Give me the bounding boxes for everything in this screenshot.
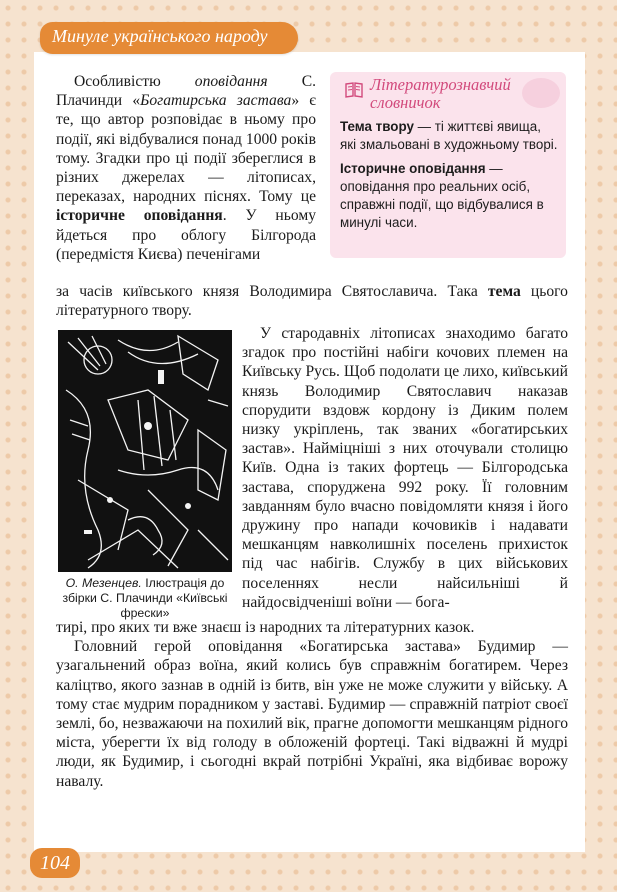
intro-continuation: за часів київського князя Володимира Святославича. Така тема цього літературного твору. — [56, 283, 568, 320]
dictionary-entry-theme: Тема твору — ті життєві явища, які змальовані в художньому творі. — [340, 119, 558, 152]
dictionary-entry-historical-story: Історичне оповідання — оповідання про реальних осіб, справжні події, що відбувалися в минулі часи. — [340, 161, 544, 230]
page-number: 104 — [40, 852, 70, 874]
intro-paragraph: Особливістю оповідання С. Плачинди «Богатирська застава» є те, що автор розповідає в ньому про події, які відбувалися понад 1000 років тому. Згадки про ці події збереглися в різних джерелах — літописах, переказах, народних піснях. Тому це історичне оповідання. У ньому йдеться про облогу Білгорода (передмістя Києва) печенігами — [56, 73, 317, 263]
dictionary-body — [340, 118, 560, 238]
history-paragraph: У стародавніх літописах знаходимо багато згадок про постійні набіги кочових племен на Київську Русь. Щоб подолати це лихо, київський князь Володимир Святославич наказав спорудити вздовж кордону із Диким полем низку укріплень, так званих «богатирських застав». Найміцніші з них оточували столицю Київ. Одна із таких фортець — Білгородська застава, споруджена 992 року. Її головним завданням було вчасно повідомляти князя і його дружину про напади кочовиків і надавати мешканцям навколишніх поселень прихисток під час набігів. Службу в цих військових поселеннях несли найсильніші й найдосвідченіші воїни — бога- — [242, 325, 568, 611]
key-term-historical-story: історичне оповідання — [56, 207, 223, 225]
woodcut-illustration — [58, 330, 232, 572]
literary-dictionary-box — [330, 72, 566, 258]
illustration-caption: О. Мезенцев. Ілюстрація до збірки С. Плачинди «Київські фрески» — [62, 576, 228, 620]
book-icon — [344, 80, 364, 100]
closing-text — [56, 618, 568, 791]
dictionary-title: Літературознавчий словничок — [370, 75, 511, 112]
history-paragraph-continuation: тирі, про яких ти вже знаєш із народних та літературних казок. — [56, 619, 475, 636]
section-title: Минуле українського народу — [52, 26, 268, 46]
hero-paragraph: Головний герой оповідання «Богатирська застава» Будимир — узагальнений образ воїна, який колись був справжнім богатирем. Через каліцтво, якого зазнав в одній із битв, він уже не може служити у війську. А тому стає мудрим порадником у заставі. Будимир — справжній патріот своєї землі, бо, незважаючи на похилий вік, прагне допомогти мешканцям рідного міста, уберегти їх від голоду в обложеній фортеці. Такі відважні й мудрі люди, як Будимир, і сьогодні вкрай потрібні Україні, яка відбиває ворожу навалу. — [56, 638, 568, 790]
